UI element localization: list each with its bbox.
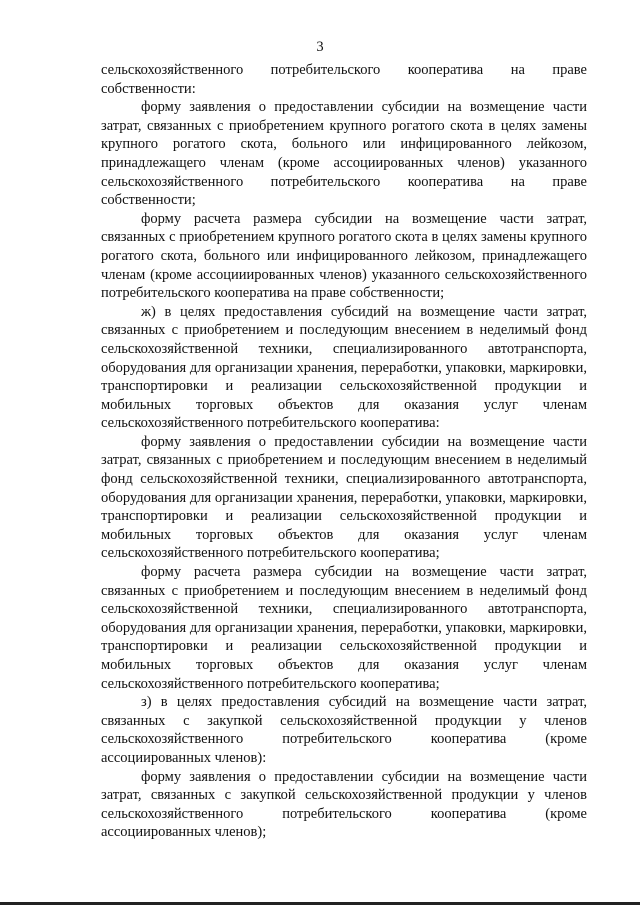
paragraph-application-form-equipment: форму заявления о предоставлении субсидии на возмещение части затрат, связанных с приобретением и последующим внесением в неделимый фонд сельскохозяйственной техники, специализированного автотранспорта, оборудования для организации хранения, переработки, упаковки, маркировки, транспортировки и реализации сельскохозяйственной продукции и мобильных торговых объектов для оказания услуг членам сельскохозяйственного потребительского кооператива; (101, 433, 587, 562)
paragraph-calculation-form-equipment: форму расчета размера субсидии на возмещение части затрат, связанных с приобретением и последующим внесением в неделимый фонд сельскохозяйственной техники, специализированного автотранспорта, оборудования для организации хранения, переработки, упаковки, маркировки, транспортировки и реализации сельскохозяйственной продукции и мобильных торговых объектов для оказания услуг членам сельскохозяйственного потребительского кооператива; (101, 564, 587, 692)
paragraph-calculation-form-cattle: форму расчета размера субсидии на возмещение части затрат, связанных с приобретением крупного рогатого скота в целях замены крупного рогатого скота, больного или инфицированного лейкозом, принадлежащего членам (кроме ассоцииированных членов) указанного сельскохозяйственного потребительского кооператива на праве собственности; (101, 210, 587, 302)
paragraph-item-zh: ж) в целях предоставления субсидий на возмещение части затрат, связанных с приобретением и последующим внесением в неделимый фонд сельскохозяйственной техники, специализированного автотранспорта, оборудования для организации хранения, переработки, упаковки, маркировки, транспортировки и реализации сельскохозяйственной продукции и мобильных торговых объектов для оказания услуг членам сельскохозяйственного потребительского кооператива: (101, 303, 587, 432)
document-body (101, 61, 587, 842)
paragraph-application-form-cattle: форму заявления о предоставлении субсидии на возмещение части затрат, связанных с приобретением крупного рогатого скота в целях замены крупного рогатого скота, больного или инфицированного лейкозом, принадлежащего членам (кроме ассоциированных членов) указанного сельскохозяйственного потребительского кооператива на праве собственности; (101, 99, 587, 209)
paragraph-application-form-purchase: форму заявления о предоставлении субсидии на возмещение части затрат, связанных с закупкой сельскохозяйственной продукции у членов сельскохозяйственного потребительского кооператива (кроме ассоциированных членов); (101, 768, 587, 841)
paragraph-item-z: з) в целях предоставления субсидий на возмещение части затрат, связанных с закупкой сельскохозяйственной продукции у членов сельскохозяйственного потребительского кооператива (кроме ассоциированных членов): (101, 694, 587, 766)
paragraph-continuation: сельскохозяйственного потребительского кооператива на праве собственности: (101, 62, 587, 97)
page-number: 3 (316, 39, 324, 55)
